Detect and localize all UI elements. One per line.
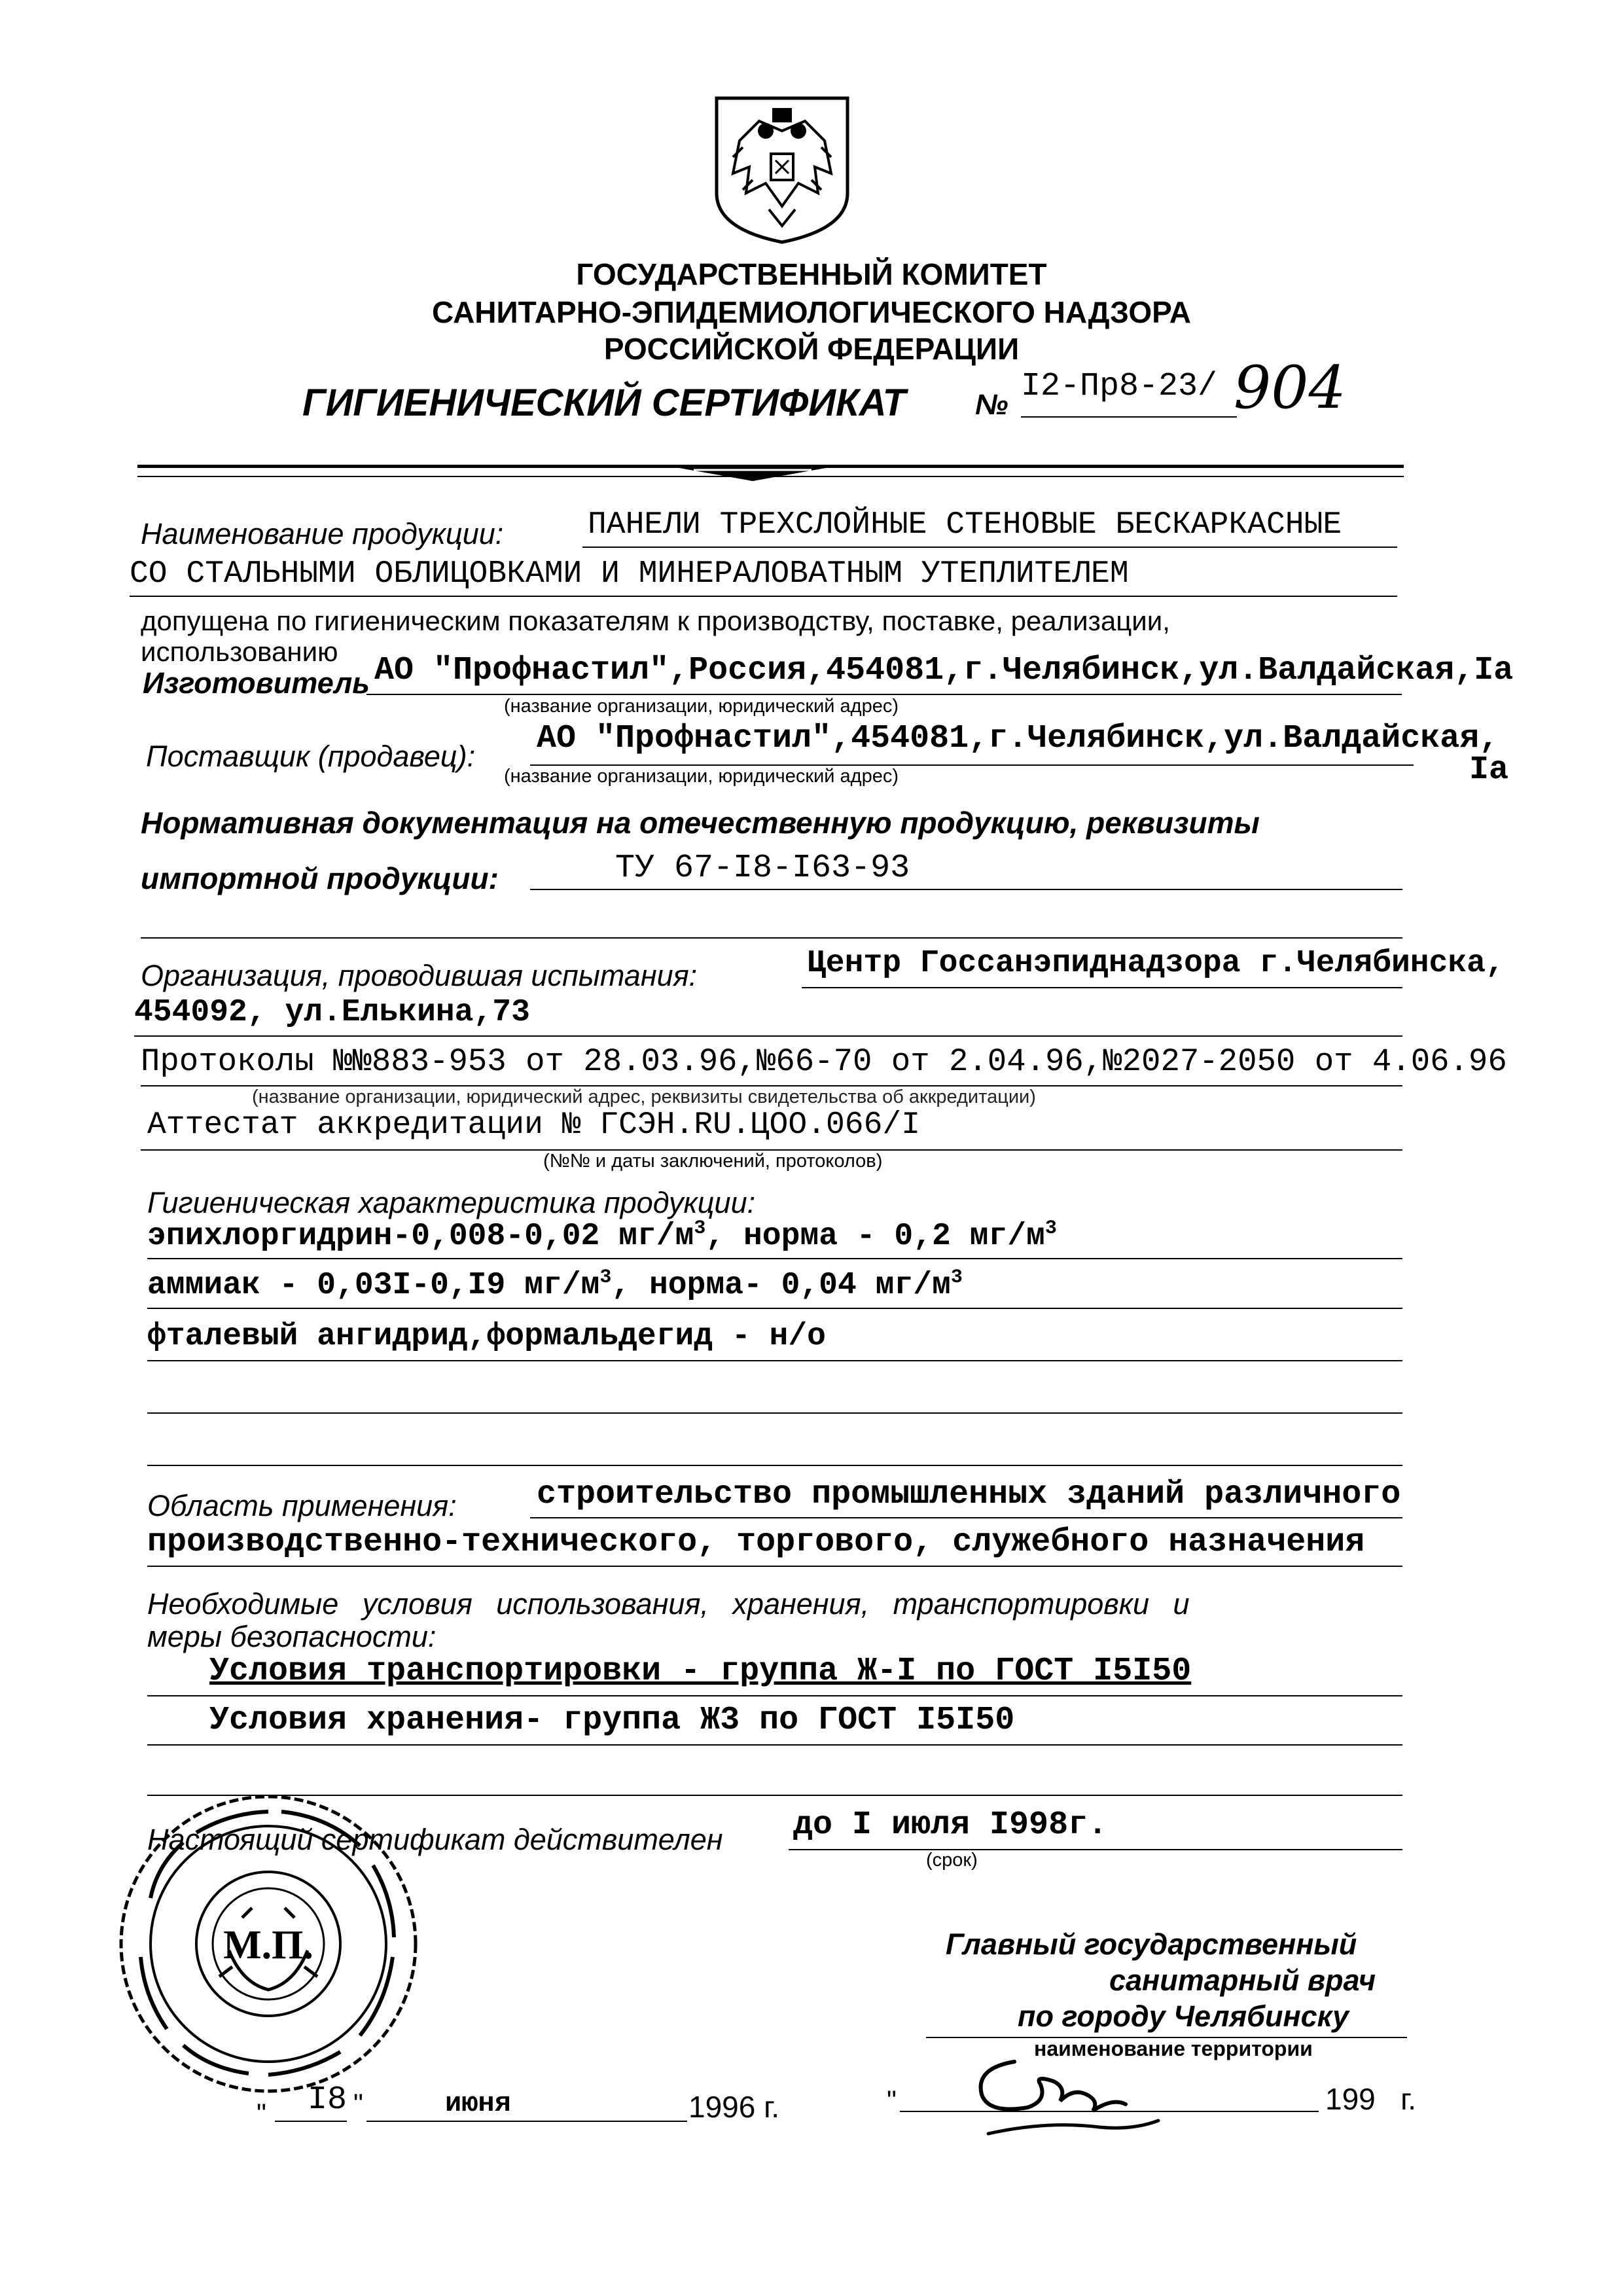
committee-line-2: САНИТАРНО-ЭПИДЕМИОЛОГИЧЕСКОГО НАДЗОРА	[432, 295, 1191, 329]
manufacturer-underline	[366, 694, 1402, 695]
divider-ornament	[654, 452, 851, 484]
stamp-center-text: М.П.	[223, 1923, 313, 1967]
conditions-label-1: Необходимые условия использования, хранения, транспортировки и	[147, 1587, 1190, 1621]
conditions-underline-2	[147, 1744, 1402, 1746]
testing-org-caption: (название организации, юридический адрес, реквизиты свидетельства об аккредитации)	[252, 1086, 1036, 1107]
normative-underline	[530, 889, 1402, 890]
signatory-caption: наименование территории	[1034, 2037, 1313, 2060]
hygienic-line-1-sup2: 3	[1044, 1217, 1057, 1240]
date-month: июня	[445, 2088, 511, 2119]
hygienic-line-1-sup: 3	[694, 1217, 706, 1240]
supplier-caption: (название организации, юридический адрес)	[504, 766, 899, 787]
application-underline-2	[147, 1566, 1402, 1567]
product-underline-2	[130, 596, 1397, 597]
date-open-quote: "	[257, 2098, 266, 2128]
hygienic-blank-line-1	[147, 1412, 1402, 1414]
date-day-underline	[275, 2121, 347, 2122]
application-label: Область применения:	[147, 1489, 457, 1522]
hygienic-line-3: фталевый ангидрид,формальдегид - н/о	[147, 1319, 826, 1354]
conditions-underline-1	[147, 1695, 1402, 1696]
hygienic-line-2	[147, 1266, 963, 1303]
hygienic-line-2-sup2: 3	[950, 1266, 963, 1289]
certificate-number-handwritten: 904	[1234, 353, 1346, 422]
testing-org-underline-2	[134, 1035, 1402, 1037]
number-underline	[1021, 416, 1237, 418]
right-date-quote: "	[887, 2085, 897, 2115]
hygienic-line-1-a: эпихлоргидрин-0,008-0,02 мг/м	[147, 1219, 694, 1254]
hygienic-blank-line-2	[147, 1465, 1402, 1466]
hygienic-line-2-sup: 3	[599, 1266, 612, 1289]
protocols-caption: (№№ и даты заключений, протоколов)	[543, 1151, 883, 1172]
manufacturer-caption: (название организации, юридический адрес)	[504, 696, 899, 717]
product-name-line-2: СО СТАЛЬНЫМИ ОБЛИЦОВКАМИ И МИНЕРАЛОВАТНЫМ УТЕПЛИТЕЛЕМ	[130, 556, 1129, 592]
date-day: I8	[308, 2081, 348, 2119]
product-permitted-text: допущена по гигиеническим показателям к производству, поставке, реализации,	[141, 605, 1170, 636]
right-date-underline	[900, 2111, 1319, 2112]
hygienic-line-1-b: , норма - 0,2 мг/м	[705, 1219, 1045, 1254]
certificate-number-sign: №	[975, 389, 1008, 421]
accreditation-value: Аттестат аккредитации № ГСЭН.RU.ЦОО.066/I	[147, 1107, 920, 1143]
handwritten-signature	[969, 2049, 1165, 2147]
hygienic-line-2-a: аммиак - 0,03I-0,I9 мг/м	[147, 1268, 600, 1303]
validity-caption: (срок)	[926, 1850, 978, 1871]
right-date-year: 199 г.	[1325, 2082, 1417, 2116]
hygienic-line-2-b: , норма- 0,04 мг/м	[611, 1268, 951, 1303]
conditions-value-2: Условия хранения- группа Ж3 по ГОСТ I5I50	[209, 1702, 1015, 1739]
hygienic-underline-3	[147, 1360, 1402, 1361]
manufacturer-label: Изготовитель	[143, 666, 370, 700]
application-value-2: производственно-технического, торгового, служебного назначения	[147, 1524, 1365, 1561]
coat-of-arms-emblem	[713, 95, 851, 245]
conditions-label-2: меры безопасности:	[147, 1620, 437, 1653]
application-underline-1	[530, 1517, 1402, 1518]
product-label: Наименование продукции:	[141, 517, 504, 550]
supplier-value: АО "Профнастил",454081,г.Челябинск,ул.Валдайская,	[537, 720, 1499, 757]
normative-label-2: импортной продукции:	[141, 861, 499, 895]
product-underline-1	[582, 547, 1397, 548]
signatory-line-1: Главный государственный	[946, 1928, 1357, 1961]
validity-label: Настоящий сертификат действителен	[147, 1823, 723, 1856]
supplier-label: Поставщик (продавец):	[146, 740, 476, 773]
normative-blank-line	[141, 937, 1402, 939]
validity-underline	[789, 1849, 1402, 1850]
signatory-line-3: по городу Челябинску	[1018, 2000, 1349, 2033]
manufacturer-value: АО "Профнастил",Россия,454081,г.Челябинск,ул.Валдайская,Ia	[374, 652, 1514, 689]
supplier-value-2: Ia	[1469, 751, 1509, 789]
testing-org-label: Организация, проводившая испытания:	[141, 959, 698, 992]
date-month-underline	[366, 2121, 687, 2122]
hygienic-line-1	[147, 1217, 1057, 1254]
date-year: 1996 г.	[688, 2090, 780, 2124]
hygienic-underline-1	[147, 1258, 1402, 1259]
conditions-value-1: Условия транспортировки - группа Ж-I по ГОСТ I5I50	[209, 1653, 1192, 1690]
date-close-quote: "	[353, 2088, 363, 2119]
committee-line-1: ГОСУДАРСТВЕННЫЙ КОМИТЕТ	[576, 257, 1047, 291]
testing-org-value-2: 454092, ул.Елькина,73	[134, 995, 530, 1030]
protocols-value: Протоколы №№883-953 от 28.03.96,№66-70 от 2.04.96,№2027-2050 от 4.06.96	[141, 1043, 1507, 1080]
hygienic-label: Гигиеническая характеристика продукции:	[147, 1186, 756, 1219]
product-permitted-text-2: использованию	[141, 636, 338, 667]
official-round-stamp	[111, 1787, 425, 2101]
testing-org-value-1: Центр Госсанэпиднадзора г.Челябинска,	[807, 946, 1505, 981]
validity-value: до I июля I998г.	[793, 1806, 1108, 1844]
normative-value: ТУ 67-I8-I63-93	[615, 850, 910, 887]
certificate-title: ГИГИЕНИЧЕСКИЙ СЕРТИФИКАТ	[302, 382, 906, 424]
product-name-line-1: ПАНЕЛИ ТРЕХСЛОЙНЫЕ СТЕНОВЫЕ БЕСКАРКАСНЫЕ	[588, 507, 1342, 543]
signatory-line-2: санитарный врач	[1109, 1964, 1376, 1997]
certificate-number-typed: I2-Пр8-23/	[1021, 368, 1218, 405]
normative-label-1: Нормативная документация на отечественную продукцию, реквизиты	[141, 806, 1260, 840]
application-value-1: строительство промышленных зданий различного	[537, 1476, 1401, 1513]
testing-org-underline-1	[802, 987, 1402, 988]
committee-line-3: РОССИЙСКОЙ ФЕДЕРАЦИИ	[603, 332, 1020, 366]
hygienic-underline-2	[147, 1308, 1402, 1309]
